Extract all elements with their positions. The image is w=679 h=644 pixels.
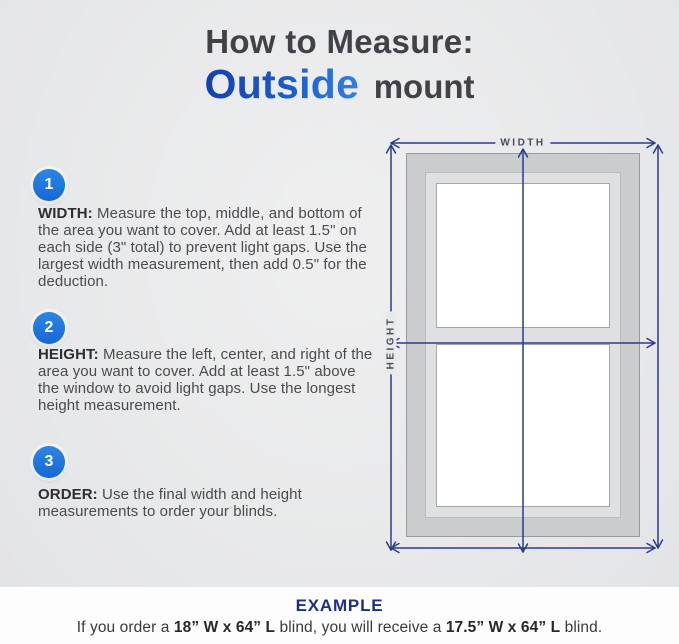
step-2-description: Measure the left, center, and right of the area you want to cover. Add at least 1.5" above the window to avoid light gaps. Use the longest height measurement. [38,346,373,414]
example-heading: EXAMPLE [295,596,384,615]
step-1-number: 1 [44,176,54,193]
example-sentence [0,619,679,637]
page-title [0,24,679,107]
width-arrow-label: WIDTH [495,138,550,149]
title-mount-type: Outside [204,61,360,108]
step-3-number-badge [33,446,65,478]
step-3-label: ORDER: [38,486,98,503]
step-1-description: Measure the top, middle, and bottom of the area you want to cover. Add at least 1.5" on each side (3" total) to prevent light gaps. Use the largest width measurement, then add 0.5" for the deduction. [38,205,367,290]
window-diagram [385,135,670,565]
example-suffix: blind. [560,619,603,636]
step-2-text [38,346,378,414]
step-2-number: 2 [44,319,54,336]
step-2-number-badge [33,312,65,344]
step-3-number: 3 [44,453,54,470]
step-3-text [38,486,378,520]
example-prefix: If you order a [76,619,174,636]
title-line2 [0,62,679,107]
step-1-number-badge [33,169,65,201]
example-footer [0,587,679,644]
height-arrow-label: HEIGHT [386,312,397,375]
step-2-label: HEIGHT: [38,346,99,363]
measurement-arrows-graphic [385,135,670,565]
step-1-label: WIDTH: [38,205,93,222]
example-middle: blind, you will receive a [275,619,446,636]
title-line1: How to Measure: [205,23,474,60]
step-1-text [38,205,378,290]
step-3-description: Use the final width and height measurements to order your blinds. [38,486,302,520]
title-mount-word: mount [373,68,475,106]
example-ordered-size: 18” W x 64” L [173,619,276,636]
example-received-size: 17.5” W x 64” L [445,619,561,636]
